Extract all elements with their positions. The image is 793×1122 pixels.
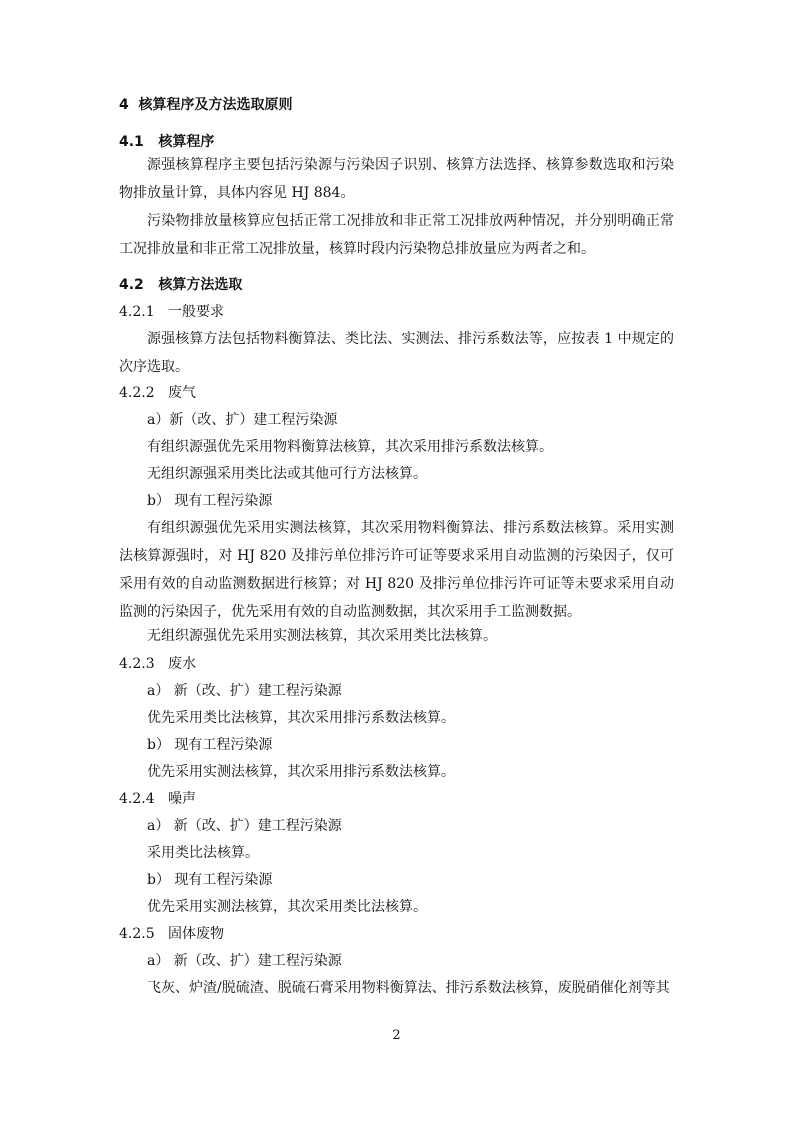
section-4-1-paragraph-1: 源强核算程序主要包括污染源与污染因子识别、核算方法选择、核算参数选取和污染物排放量计算，具体内容见 HJ 884。 [119, 157, 674, 201]
section-4-2-4-b-line: 优先采用实测法核算，其次采用类比法核算。 [147, 899, 427, 915]
section-4-2-4-a-line: 采用类比法核算。 [147, 845, 259, 861]
section-4-2-3-item-a: a） 新（改、扩）建工程污染源 [147, 683, 342, 699]
section-4-2-2-a-line-2: 无组织源强采用类比法或其他可行方法核算。 [147, 466, 427, 482]
section-4-2-2-b-paragraph-1: 有组织源强优先采用实测法核算，其次采用物料衡算法、排污系数法核算。采用实测法核算源强时，对 HJ 820 及排污单位排污许可证等要求采用自动监测的污染因子，仅可采用有效的自动监测数据进行核算；对 HJ 820 及排污单位排污许可证等未要求采用自动监测的污染因子，优先采用有效的自动监测数据，其次采用手工监测数据。 [119, 520, 674, 620]
page-number: 2 [392, 1028, 401, 1043]
section-4-1-heading: 4.1 核算程序 [119, 134, 215, 150]
section-4-1-paragraph-2: 污染物排放量核算应包括正常工况排放和非正常工况排放两种情况，并分别明确正常工况排放量和非正常工况排放量，核算时段内污染物总排放量应为两者之和。 [119, 213, 674, 257]
section-4-2-3-b-line: 优先采用实测法核算，其次采用排污系数法核算。 [147, 764, 455, 780]
section-4-2-5-heading: 4.2.5 固体废物 [119, 926, 224, 942]
section-4-2-3-item-b: b） 现有工程污染源 [147, 737, 273, 753]
section-4-2-4-item-a: a） 新（改、扩）建工程污染源 [147, 818, 342, 834]
section-4-2-2-item-a: a）新（改、扩）建工程污染源 [147, 412, 338, 428]
section-4-2-5-item-a: a） 新（改、扩）建工程污染源 [147, 953, 342, 969]
section-4-2-3-a-line: 优先采用类比法核算，其次采用排污系数法核算。 [147, 710, 455, 726]
section-4-2-4-item-b: b） 现有工程污染源 [147, 872, 273, 888]
section-4-2-1-paragraph: 源强核算方法包括物料衡算法、类比法、实测法、排污系数法等，应按表 1 中规定的次序选取。 [119, 331, 674, 375]
section-4-2-2-item-b: b） 现有工程污染源 [147, 493, 273, 509]
section-4-2-4-heading: 4.2.4 噪声 [119, 791, 196, 807]
section-4-2-5-a-line: 飞灰、炉渣/脱硫渣、脱硫石膏采用物料衡算法、排污系数法核算，废脱硝催化剂等其 [147, 980, 670, 996]
section-4-heading: 4 核算程序及方法选取原则 [119, 97, 293, 113]
section-4-2-2-b-paragraph-2: 无组织源强优先采用实测法核算，其次采用类比法核算。 [147, 628, 497, 644]
section-4-2-3-heading: 4.2.3 废水 [119, 656, 196, 672]
section-4-2-heading: 4.2 核算方法选取 [119, 277, 243, 293]
section-4-2-2-a-line-1: 有组织源强优先采用物料衡算法核算，其次采用排污系数法核算。 [147, 439, 553, 455]
section-4-2-2-heading: 4.2.2 废气 [119, 385, 196, 401]
section-4-2-1-heading: 4.2.1 一般要求 [119, 304, 224, 320]
